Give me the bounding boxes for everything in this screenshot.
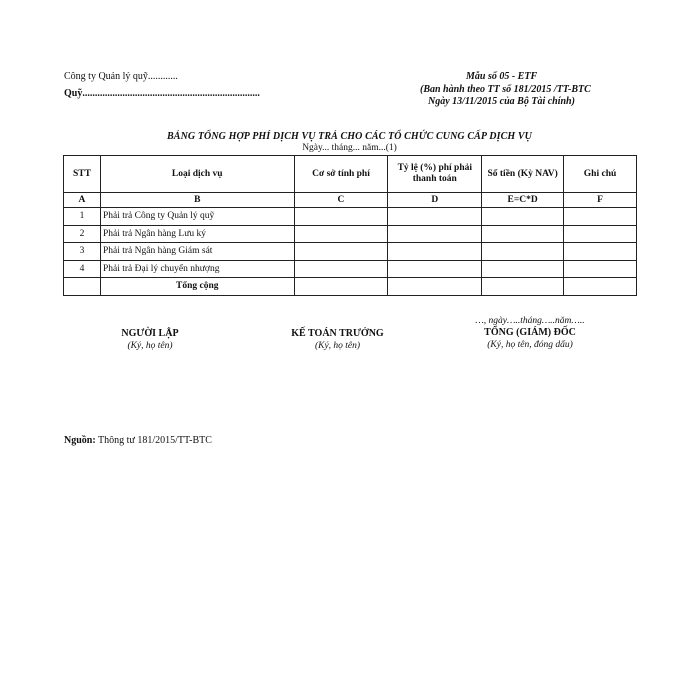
fee-rate-cell xyxy=(388,208,482,226)
table-row xyxy=(64,260,637,278)
issued-line-1: (Ban hành theo TT số 181/2015 /TT-BTC xyxy=(420,84,591,95)
column-letter: B xyxy=(100,193,294,208)
issued-by-note xyxy=(420,84,605,108)
fee-base-cell xyxy=(294,278,388,296)
preparer-signature-block xyxy=(100,328,200,351)
report-date-line: Ngày... tháng... năm...(1) xyxy=(302,143,397,153)
source-label: Nguồn: xyxy=(64,435,96,446)
service-fee-table xyxy=(63,155,637,296)
company-name-line: Công ty Quản lý quỹ............ xyxy=(64,71,178,82)
table-row xyxy=(64,243,637,261)
row-service: Phải trả Ngân hàng Lưu ký xyxy=(100,225,294,243)
source-line xyxy=(64,435,212,446)
amount-cell xyxy=(482,208,564,226)
director-place-date: …, ngày…..tháng…..năm….. xyxy=(475,316,585,326)
row-service: Phải trả Đại lý chuyển nhượng xyxy=(100,260,294,278)
header-fee-rate: Tỷ lệ (%) phí phải thanh toán xyxy=(388,156,482,193)
amount-cell xyxy=(482,278,564,296)
notes-cell xyxy=(564,243,637,261)
director-signature-block xyxy=(450,316,610,350)
column-letter: E=C*D xyxy=(482,193,564,208)
total-stt-cell xyxy=(64,278,101,296)
column-letter: A xyxy=(64,193,101,208)
notes-cell xyxy=(564,225,637,243)
document-title: BẢNG TỔNG HỢP PHÍ DỊCH VỤ TRẢ CHO CÁC TỔ CHỨC CUNG CẤP DỊCH VỤ xyxy=(167,131,532,142)
total-label: Tổng cộng xyxy=(100,278,294,296)
row-stt: 3 xyxy=(64,243,101,261)
issued-line-2: Ngày 13/11/2015 của Bộ Tài chính) xyxy=(428,96,575,107)
row-stt: 1 xyxy=(64,208,101,226)
column-letter: C xyxy=(294,193,388,208)
amount-cell xyxy=(482,243,564,261)
header-fee-base: Cơ sở tính phí xyxy=(294,156,388,193)
accountant-signature-block xyxy=(270,328,405,351)
table-row xyxy=(64,208,637,226)
fund-name-line: Quỹ....................................................................... xyxy=(64,88,260,99)
accountant-role: KẾ TOÁN TRƯỞNG xyxy=(291,328,384,339)
header-stt: STT xyxy=(64,156,101,193)
column-letter: D xyxy=(388,193,482,208)
fee-base-cell xyxy=(294,225,388,243)
preparer-role: NGƯỜI LẬP xyxy=(121,328,179,339)
fee-rate-cell xyxy=(388,278,482,296)
director-note: (Ký, họ tên, đóng dấu) xyxy=(487,340,573,350)
table-row xyxy=(64,225,637,243)
row-stt: 2 xyxy=(64,225,101,243)
table-header-row xyxy=(64,156,637,193)
amount-cell xyxy=(482,225,564,243)
fee-rate-cell xyxy=(388,243,482,261)
header-amount: Số tiền (Kỳ NAV) xyxy=(482,156,564,193)
amount-cell xyxy=(482,260,564,278)
column-letter: F xyxy=(564,193,637,208)
header-notes: Ghi chú xyxy=(564,156,637,193)
total-row xyxy=(64,278,637,296)
notes-cell xyxy=(564,208,637,226)
row-service: Phải trả Ngân hàng Giám sát xyxy=(100,243,294,261)
row-service: Phải trả Công ty Quản lý quỹ xyxy=(100,208,294,226)
header-service-type: Loại dịch vụ xyxy=(100,156,294,193)
fee-base-cell xyxy=(294,260,388,278)
row-stt: 4 xyxy=(64,260,101,278)
director-role: TỔNG (GIÁM) ĐỐC xyxy=(484,327,576,338)
form-number: Mẫu số 05 - ETF xyxy=(466,71,538,82)
preparer-note: (Ký, họ tên) xyxy=(127,341,173,351)
fee-base-cell xyxy=(294,243,388,261)
notes-cell xyxy=(564,278,637,296)
source-text: Thông tư 181/2015/TT-BTC xyxy=(95,435,212,446)
notes-cell xyxy=(564,260,637,278)
fee-base-cell xyxy=(294,208,388,226)
accountant-note: (Ký, họ tên) xyxy=(314,341,361,351)
column-letter-row xyxy=(64,193,637,208)
fee-rate-cell xyxy=(388,260,482,278)
fee-rate-cell xyxy=(388,225,482,243)
